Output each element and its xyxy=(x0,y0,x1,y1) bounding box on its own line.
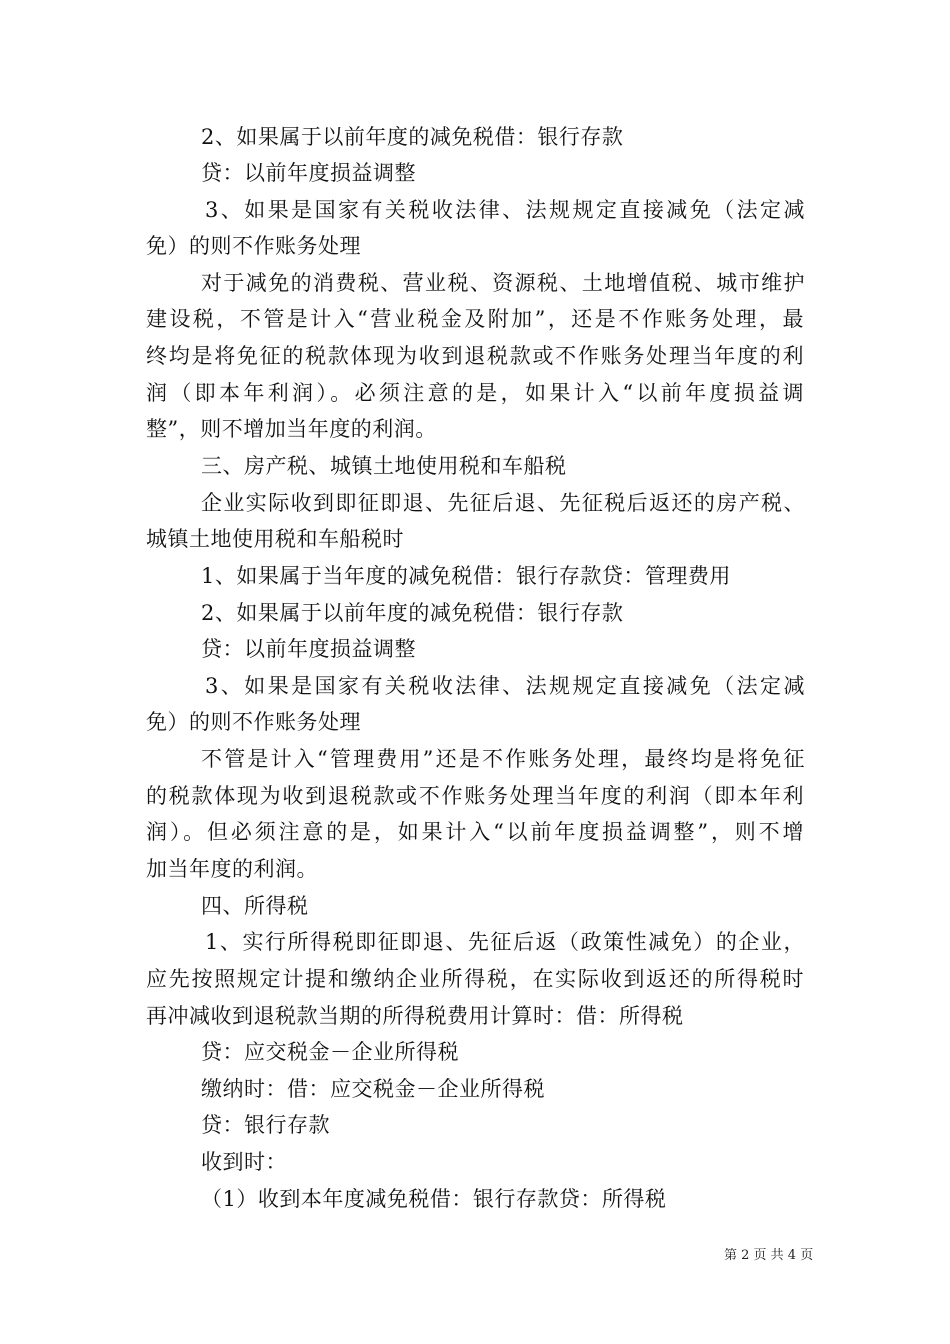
text-line: 整”，则不增加当年度的利润。 xyxy=(146,417,437,441)
text-line: 终均是将免征的税款体现为收到退税款或不作账务处理当年度的利 xyxy=(146,344,804,368)
text-line: 企业实际收到即征即退、先征后退、先征税后返还的房产税、 xyxy=(201,491,805,515)
text-line: 2、如果属于以前年度的减免税借：银行存款 xyxy=(201,125,624,149)
text-line: 1、实行所得税即征即退、先征后返（政策性减免）的企业， xyxy=(205,930,805,954)
text-line: 不管是计入“管理费用”还是不作账务处理，最终均是将免征 xyxy=(201,747,805,771)
section-heading: 三、房产税、城镇土地使用税和车船税 xyxy=(201,454,567,478)
text-line: 的税款体现为收到退税款或不作账务处理当年度的利润（即本年利 xyxy=(146,784,804,808)
text-line: 3、如果是国家有关税收法律、法规规定直接减免（法定减 xyxy=(205,674,805,698)
text-line: 贷：以前年度损益调整 xyxy=(201,161,416,185)
text-line: 再冲减收到退税款当期的所得税费用计算时：借：所得税 xyxy=(146,1004,684,1028)
text-line: 建设税，不管是计入“营业税金及附加”，还是不作账务处理，最 xyxy=(146,307,804,331)
text-line: 缴纳时：借：应交税金－企业所得税 xyxy=(201,1077,545,1101)
text-line: 1、如果属于当年度的减免税借：银行存款贷：管理费用 xyxy=(201,564,731,588)
text-line: 贷：以前年度损益调整 xyxy=(201,637,416,661)
text-line: 城镇土地使用税和车船税时 xyxy=(146,527,404,551)
text-line: 润（即本年利润）。必须注意的是，如果计入“以前年度损益调 xyxy=(146,381,804,405)
text-line: 3、如果是国家有关税收法律、法规规定直接减免（法定减 xyxy=(205,198,805,222)
text-line: 贷：应交税金－企业所得税 xyxy=(201,1040,459,1064)
text-line: 加当年度的利润。 xyxy=(146,857,318,881)
text-line: 收到时： xyxy=(201,1150,287,1174)
text-line: 应先按照规定计提和缴纳企业所得税，在实际收到返还的所得税时 xyxy=(146,967,804,991)
text-line: 润）。但必须注意的是，如果计入“以前年度损益调整”，则不增 xyxy=(146,820,804,844)
text-line: 免）的则不作账务处理 xyxy=(146,710,361,734)
page-number: 第 2 页 共 4 页 xyxy=(724,1248,814,1263)
text-line: 2、如果属于以前年度的减免税借：银行存款 xyxy=(201,601,624,625)
text-line: 对于减免的消费税、营业税、资源税、土地增值税、城市维护 xyxy=(201,271,805,295)
text-line: 贷：银行存款 xyxy=(201,1113,330,1137)
text-line: （1）收到本年度减免税借：银行存款贷：所得税 xyxy=(201,1187,667,1211)
text-line: 免）的则不作账务处理 xyxy=(146,234,361,258)
section-heading: 四、所得税 xyxy=(201,894,309,918)
